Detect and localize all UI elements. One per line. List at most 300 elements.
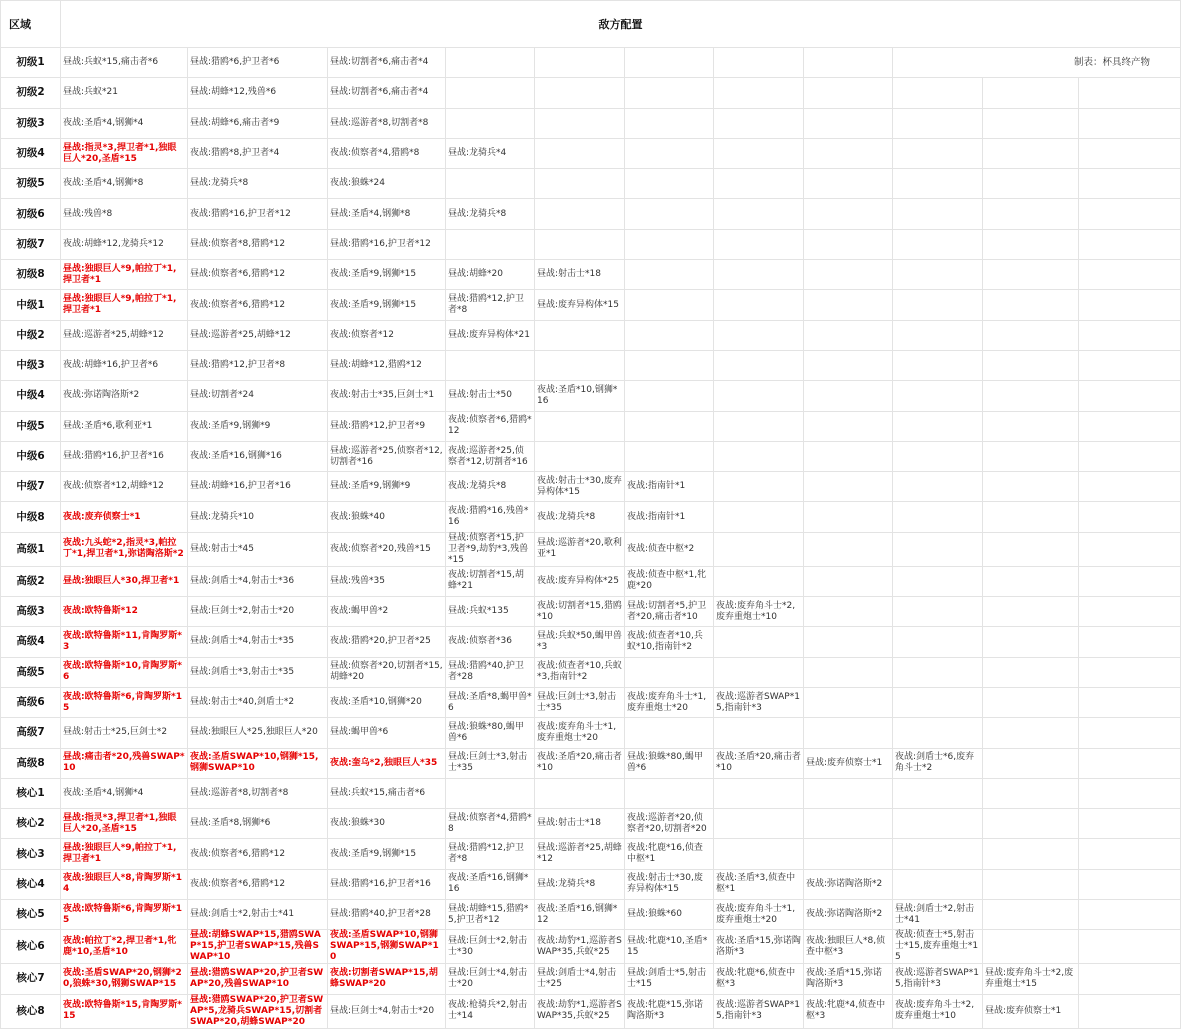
enemy-cell: 昼战:猎鸥*12,护卫者*8 bbox=[446, 839, 535, 869]
empty-cell bbox=[1079, 718, 1181, 748]
enemy-cell: 昼战:猎鸥*12,护卫者*8 bbox=[446, 290, 535, 320]
zone-label: 初级5 bbox=[1, 169, 61, 199]
table-row bbox=[1, 657, 1181, 687]
table-row bbox=[1, 597, 1181, 627]
empty-cell bbox=[983, 320, 1079, 350]
enemy-cell: 夜战:侦察者*12,胡蜂*12 bbox=[61, 472, 188, 502]
zone-label: 初级6 bbox=[1, 199, 61, 229]
empty-cell bbox=[804, 532, 893, 566]
empty-cell bbox=[714, 78, 804, 108]
enemy-cell: 昼战:兵蚁*15,痛击者*6 bbox=[328, 778, 446, 808]
enemy-cell: 昼战:兵蚁*15,痛击者*6 bbox=[61, 48, 188, 78]
empty-cell bbox=[804, 627, 893, 657]
enemy-cell: 昼战:射击士*40,剑盾士*2 bbox=[188, 687, 328, 717]
enemy-cell: 夜战:侦查士*5,射击士*15,废弃重炮士*15 bbox=[893, 930, 983, 964]
empty-cell bbox=[983, 687, 1079, 717]
enemy-cell: 昼战:切割者*5,护卫者*20,痛击者*10 bbox=[625, 597, 714, 627]
enemy-cell: 昼战:巡游者*8,切割者*8 bbox=[188, 778, 328, 808]
empty-cell bbox=[804, 381, 893, 411]
empty-cell bbox=[714, 350, 804, 380]
empty-cell bbox=[983, 778, 1079, 808]
zone-label: 高级3 bbox=[1, 597, 61, 627]
empty-cell bbox=[1079, 532, 1181, 566]
enemy-cell: 夜战:射击士*30,废弃异构体*15 bbox=[535, 472, 625, 502]
enemy-cell: 夜战:侦察者*6,猎鸥*12 bbox=[188, 839, 328, 869]
empty-cell bbox=[1079, 472, 1181, 502]
empty-cell bbox=[893, 138, 983, 168]
enemy-cell: 昼战:剑盾士*5,射击士*15 bbox=[625, 964, 714, 994]
enemy-cell: 夜战:侦察者*4,猎鸥*8 bbox=[328, 138, 446, 168]
enemy-cell: 夜战:指南针*1 bbox=[625, 502, 714, 532]
empty-cell bbox=[893, 350, 983, 380]
empty-cell bbox=[983, 748, 1079, 778]
empty-cell bbox=[893, 532, 983, 566]
enemy-cell: 夜战:弥诺陶洛斯*2 bbox=[804, 900, 893, 930]
enemy-cell: 夜战:欧特鲁斯*15,肯陶罗斯*15 bbox=[61, 994, 188, 1028]
empty-cell bbox=[535, 350, 625, 380]
empty-cell bbox=[893, 472, 983, 502]
enemy-cell: 昼战:独眼巨人*9,帕拉丁*1,捍卫者*1 bbox=[61, 260, 188, 290]
enemy-cell: 夜战:侦察者*6,猎鸥*12 bbox=[188, 290, 328, 320]
empty-cell bbox=[714, 199, 804, 229]
zone-label: 初级7 bbox=[1, 229, 61, 259]
empty-cell bbox=[1079, 381, 1181, 411]
empty-cell bbox=[893, 169, 983, 199]
enemy-cell: 昼战:指灵*3,捍卫者*1,独眼巨人*20,圣盾*15 bbox=[61, 809, 188, 839]
enemy-cell: 夜战:圣盾*4,钢狮*4 bbox=[61, 108, 188, 138]
table-row bbox=[1, 411, 1181, 441]
enemy-cell: 昼战:圣盾*6,歌利亚*1 bbox=[61, 411, 188, 441]
table-row bbox=[1, 964, 1181, 994]
table-row bbox=[1, 778, 1181, 808]
enemy-cell: 夜战:侦查者*10,兵蚁*3,指南针*2 bbox=[535, 657, 625, 687]
enemy-cell: 昼战:巡游者*25,胡蜂*12 bbox=[535, 839, 625, 869]
enemy-cell: 夜战:圣盾SWAP*10,钢狮*15,钢狮SWAP*10 bbox=[188, 748, 328, 778]
empty-cell bbox=[1079, 597, 1181, 627]
empty-cell bbox=[804, 199, 893, 229]
enemy-cell: 昼战:猎鸥SWAP*20,护卫者SWAP*20,残兽SWAP*10 bbox=[188, 964, 328, 994]
zone-label: 高级5 bbox=[1, 657, 61, 687]
empty-cell bbox=[804, 441, 893, 471]
enemy-cell: 夜战:圣盾SWAP*10,钢狮SWAP*15,钢狮SWAP*10 bbox=[328, 930, 446, 964]
empty-cell bbox=[893, 290, 983, 320]
zone-label: 中级3 bbox=[1, 350, 61, 380]
enemy-cell: 夜战:侦察者*6,猎鸥*12 bbox=[446, 411, 535, 441]
empty-cell bbox=[804, 472, 893, 502]
empty-cell bbox=[804, 290, 893, 320]
enemy-cell: 夜战:圣盾*3,侦查中枢*1 bbox=[714, 869, 804, 899]
empty-cell bbox=[983, 532, 1079, 566]
table-row bbox=[1, 687, 1181, 717]
empty-cell bbox=[625, 718, 714, 748]
empty-cell bbox=[983, 627, 1079, 657]
enemy-cell: 夜战:切割者*15,猎鸥*10 bbox=[535, 597, 625, 627]
table-row bbox=[1, 869, 1181, 899]
table-row bbox=[1, 199, 1181, 229]
enemy-cell: 昼战:圣盾*8,蝎甲兽*6 bbox=[446, 687, 535, 717]
enemy-cell: 夜战:圣盾*4,钢狮*4 bbox=[61, 778, 188, 808]
enemy-cell: 昼战:蝎甲兽*6 bbox=[328, 718, 446, 748]
empty-cell bbox=[714, 627, 804, 657]
enemy-cell: 昼战:胡蜂*12,猎鸥*12 bbox=[328, 350, 446, 380]
enemy-cell: 昼战:废弃异构体*15 bbox=[535, 290, 625, 320]
enemy-cell: 夜战:猎鸥*20,护卫者*25 bbox=[328, 627, 446, 657]
empty-cell bbox=[625, 199, 714, 229]
enemy-cell: 昼战:兵蚁*50,蝎甲兽*3 bbox=[535, 627, 625, 657]
table-row bbox=[1, 78, 1181, 108]
enemy-cell: 昼战:龙骑兵*8 bbox=[535, 869, 625, 899]
table-row bbox=[1, 441, 1181, 471]
zone-label: 核心5 bbox=[1, 900, 61, 930]
empty-cell bbox=[983, 566, 1079, 596]
enemy-cell: 夜战:切割者*15,胡蜂*21 bbox=[446, 566, 535, 596]
enemy-cell: 夜战:弥诺陶洛斯*2 bbox=[804, 869, 893, 899]
empty-cell bbox=[446, 108, 535, 138]
enemy-cell: 夜战:废弃角斗士*2,废弃重炮士*10 bbox=[714, 597, 804, 627]
zone-label: 中级7 bbox=[1, 472, 61, 502]
enemy-cell: 昼战:龙骑兵*10 bbox=[188, 502, 328, 532]
empty-cell bbox=[714, 320, 804, 350]
enemy-cell: 夜战:枪骑兵*2,射击士*14 bbox=[446, 994, 535, 1028]
empty-cell bbox=[983, 718, 1079, 748]
zone-label: 核心8 bbox=[1, 994, 61, 1028]
empty-cell bbox=[714, 138, 804, 168]
enemy-cell: 昼战:侦察者*20,切割者*15,胡蜂*20 bbox=[328, 657, 446, 687]
table-row bbox=[1, 900, 1181, 930]
enemy-cell: 夜战:废弃角斗士*1,废弃重炮士*20 bbox=[535, 718, 625, 748]
enemy-cell: 夜战:侦察者*36 bbox=[446, 627, 535, 657]
empty-cell bbox=[893, 718, 983, 748]
enemy-cell: 夜战:猎鸥*16,残兽*16 bbox=[446, 502, 535, 532]
enemy-cell: 夜战:侦查中枢*2 bbox=[625, 532, 714, 566]
enemy-cell: 昼战:射击士*18 bbox=[535, 260, 625, 290]
empty-cell bbox=[983, 411, 1079, 441]
enemy-cell: 夜战:剑盾士*6,废弃角斗士*2 bbox=[893, 748, 983, 778]
empty-cell bbox=[625, 138, 714, 168]
empty-cell bbox=[804, 108, 893, 138]
enemy-cell: 昼战:巨剑士*2,射击士*20 bbox=[188, 597, 328, 627]
enemy-cell: 夜战:牝鹿*15,弥诺陶洛斯*3 bbox=[625, 994, 714, 1028]
empty-cell bbox=[1079, 627, 1181, 657]
empty-cell bbox=[446, 48, 535, 78]
enemy-cell: 夜战:蝎甲兽*2 bbox=[328, 597, 446, 627]
empty-cell bbox=[1079, 657, 1181, 687]
enemy-cell: 夜战:牝鹿*4,侦查中枢*3 bbox=[804, 994, 893, 1028]
enemy-cell: 夜战:废弃角斗士*1,废弃重炮士*20 bbox=[625, 687, 714, 717]
enemy-cell: 昼战:胡蜂*6,痛击者*9 bbox=[188, 108, 328, 138]
enemy-cell: 夜战:牝鹿*6,侦查中枢*3 bbox=[714, 964, 804, 994]
enemy-cell: 昼战:猎鸥*12,护卫者*9 bbox=[328, 411, 446, 441]
empty-cell bbox=[625, 657, 714, 687]
enemy-cell: 昼战:猎鸥*6,护卫者*6 bbox=[188, 48, 328, 78]
zone-label: 核心4 bbox=[1, 869, 61, 899]
enemy-cell: 昼战:剑盾士*4,射击士*25 bbox=[535, 964, 625, 994]
zone-label: 中级4 bbox=[1, 381, 61, 411]
empty-cell bbox=[804, 78, 893, 108]
empty-cell bbox=[893, 566, 983, 596]
enemy-cell: 昼战:侦察者*4,猎鸥*8 bbox=[446, 809, 535, 839]
table-row bbox=[1, 627, 1181, 657]
empty-cell bbox=[804, 657, 893, 687]
enemy-cell: 夜战:圣盾*15,弥诺陶洛斯*3 bbox=[804, 964, 893, 994]
enemy-cell: 昼战:切割者*6,痛击者*4 bbox=[328, 78, 446, 108]
empty-cell bbox=[983, 78, 1079, 108]
empty-cell bbox=[446, 169, 535, 199]
enemy-cell: 夜战:切割者SWAP*15,胡蜂SWAP*20 bbox=[328, 964, 446, 994]
empty-cell bbox=[804, 809, 893, 839]
enemy-cell: 夜战:狼蛛*24 bbox=[328, 169, 446, 199]
enemy-cell: 昼战:残兽*8 bbox=[61, 199, 188, 229]
empty-cell bbox=[1079, 994, 1181, 1028]
empty-cell bbox=[983, 350, 1079, 380]
enemy-cell: 昼战:兵蚁*135 bbox=[446, 597, 535, 627]
empty-cell bbox=[893, 597, 983, 627]
empty-cell bbox=[893, 411, 983, 441]
enemy-cell: 昼战:射击士*45 bbox=[188, 532, 328, 566]
empty-cell bbox=[714, 411, 804, 441]
empty-cell bbox=[893, 108, 983, 138]
zone-label: 高级8 bbox=[1, 748, 61, 778]
empty-cell bbox=[1079, 900, 1181, 930]
enemy-cell: 昼战:巡游者*25,胡蜂*12 bbox=[61, 320, 188, 350]
table-row bbox=[1, 260, 1181, 290]
empty-cell bbox=[983, 260, 1079, 290]
table-row bbox=[1, 290, 1181, 320]
empty-cell bbox=[535, 199, 625, 229]
empty-cell bbox=[893, 839, 983, 869]
empty-cell bbox=[804, 320, 893, 350]
empty-cell bbox=[714, 566, 804, 596]
enemy-cell: 昼战:切割者*24 bbox=[188, 381, 328, 411]
enemy-cell: 昼战:胡蜂*12,残兽*6 bbox=[188, 78, 328, 108]
zone-label: 中级5 bbox=[1, 411, 61, 441]
enemy-cell: 夜战:独眼巨人*8,肯陶罗斯*14 bbox=[61, 869, 188, 899]
enemy-cell: 夜战:圣盾*9,钢狮*9 bbox=[188, 411, 328, 441]
zone-label: 核心6 bbox=[1, 930, 61, 964]
enemy-cell: 昼战:龙骑兵*8 bbox=[446, 199, 535, 229]
enemy-cell: 夜战:猎鸥*16,护卫者*12 bbox=[188, 199, 328, 229]
enemy-cell: 昼战:猎鸥SWAP*20,护卫者SWAP*5,龙骑兵SWAP*15,切割者SWAP*20,胡蜂SWAP*20 bbox=[188, 994, 328, 1028]
empty-cell bbox=[893, 627, 983, 657]
empty-cell bbox=[983, 809, 1079, 839]
enemy-cell: 夜战:狼蛛*40 bbox=[328, 502, 446, 532]
enemy-cell: 昼战:独眼巨人*25,独眼巨人*20 bbox=[188, 718, 328, 748]
enemy-cell: 昼战:痛击者*20,残兽SWAP*10 bbox=[61, 748, 188, 778]
zone-label: 高级7 bbox=[1, 718, 61, 748]
zone-label: 高级4 bbox=[1, 627, 61, 657]
table-row bbox=[1, 748, 1181, 778]
enemy-cell: 昼战:猎鸥*16,护卫者*16 bbox=[61, 441, 188, 471]
empty-cell bbox=[804, 718, 893, 748]
enemy-cell: 昼战:剑盾士*4,射击士*35 bbox=[188, 627, 328, 657]
empty-cell bbox=[804, 229, 893, 259]
enemy-cell: 昼战:独眼巨人*9,帕拉丁*1,捍卫者*1 bbox=[61, 290, 188, 320]
empty-cell bbox=[804, 169, 893, 199]
empty-cell bbox=[1079, 441, 1181, 471]
enemy-cell: 夜战:欧特鲁斯*11,肯陶罗斯*3 bbox=[61, 627, 188, 657]
enemy-cell: 昼战:胡蜂*20 bbox=[446, 260, 535, 290]
enemy-cell: 昼战:指灵*3,捍卫者*1,独眼巨人*20,圣盾*15 bbox=[61, 138, 188, 168]
table-row bbox=[1, 229, 1181, 259]
empty-cell bbox=[1079, 930, 1181, 964]
enemy-cell: 昼战:牝鹿*10,圣盾*15 bbox=[625, 930, 714, 964]
table-row bbox=[1, 381, 1181, 411]
table-row bbox=[1, 839, 1181, 869]
empty-cell bbox=[893, 381, 983, 411]
enemy-cell: 夜战:龙骑兵*8 bbox=[535, 502, 625, 532]
empty-cell bbox=[893, 260, 983, 290]
enemy-cell: 昼战:剑盾士*3,射击士*35 bbox=[188, 657, 328, 687]
enemy-cell: 夜战:侦查者*10,兵蚁*10,指南针*2 bbox=[625, 627, 714, 657]
empty-cell bbox=[714, 657, 804, 687]
empty-cell bbox=[446, 78, 535, 108]
table-row bbox=[1, 320, 1181, 350]
enemy-cell: 昼战:侦察者*6,猎鸥*12 bbox=[188, 260, 328, 290]
empty-cell bbox=[1079, 350, 1181, 380]
enemy-cell: 昼战:狼蛛*80,蝎甲兽*6 bbox=[446, 718, 535, 748]
table-row bbox=[1, 718, 1181, 748]
enemy-cell: 夜战:侦察者*20,残兽*15 bbox=[328, 532, 446, 566]
empty-cell bbox=[983, 930, 1079, 964]
table-row bbox=[1, 350, 1181, 380]
enemy-cell: 昼战:巨剑士*3,射击士*35 bbox=[535, 687, 625, 717]
enemy-cell: 夜战:废弃角斗士*1,废弃重炮士*20 bbox=[714, 900, 804, 930]
empty-cell bbox=[625, 778, 714, 808]
zone-label: 中级8 bbox=[1, 502, 61, 532]
zone-label: 高级6 bbox=[1, 687, 61, 717]
empty-cell bbox=[983, 229, 1079, 259]
enemy-cell: 夜战:圣盾*16,钢狮*16 bbox=[446, 869, 535, 899]
empty-cell bbox=[983, 381, 1079, 411]
enemy-cell: 夜战:欧特鲁斯*6,肯陶罗斯*15 bbox=[61, 687, 188, 717]
empty-cell bbox=[893, 869, 983, 899]
empty-cell bbox=[535, 48, 625, 78]
enemy-cell: 夜战:欧特鲁斯*10,肯陶罗斯*6 bbox=[61, 657, 188, 687]
empty-cell bbox=[983, 839, 1079, 869]
empty-cell bbox=[1079, 108, 1181, 138]
enemy-cell: 昼战:巨剑士*3,射击士*35 bbox=[446, 748, 535, 778]
empty-cell bbox=[1079, 320, 1181, 350]
enemy-cell: 夜战:巡游者SWAP*15,指南针*3 bbox=[893, 964, 983, 994]
empty-cell bbox=[625, 48, 714, 78]
enemy-cell: 夜战:圣盾*9,钢狮*15 bbox=[328, 290, 446, 320]
enemy-cell: 夜战:巡游者*25,侦察者*12,切割者*16 bbox=[446, 441, 535, 471]
enemy-cell: 夜战:九头蛇*2,指灵*3,帕拉丁*1,捍卫者*1,弥诺陶洛斯*2 bbox=[61, 532, 188, 566]
empty-cell bbox=[535, 138, 625, 168]
empty-cell bbox=[714, 778, 804, 808]
enemy-cell: 夜战:圣盾*20,痛击者*10 bbox=[714, 748, 804, 778]
empty-cell bbox=[535, 229, 625, 259]
enemy-cell: 昼战:侦察者*15,护卫者*9,劫豹*3,残兽*15 bbox=[446, 532, 535, 566]
enemy-cell: 夜战:圣盾*10,钢狮*16 bbox=[535, 381, 625, 411]
empty-cell bbox=[804, 502, 893, 532]
empty-cell bbox=[983, 169, 1079, 199]
table-row bbox=[1, 472, 1181, 502]
empty-cell bbox=[625, 108, 714, 138]
empty-cell bbox=[804, 411, 893, 441]
empty-cell bbox=[535, 320, 625, 350]
zone-label: 核心7 bbox=[1, 964, 61, 994]
enemy-cell: 昼战:废弃侦察士*1 bbox=[804, 748, 893, 778]
enemy-cell: 夜战:废弃角斗士*2,废弃重炮士*10 bbox=[893, 994, 983, 1028]
empty-cell bbox=[714, 718, 804, 748]
enemy-cell: 夜战:巡游者*20,侦察者*20,切割者*20 bbox=[625, 809, 714, 839]
zone-label: 初级4 bbox=[1, 138, 61, 168]
enemy-cell: 夜战:侦察者*6,猎鸥*12 bbox=[188, 869, 328, 899]
empty-cell bbox=[1079, 78, 1181, 108]
enemy-cell: 夜战:侦察者*12 bbox=[328, 320, 446, 350]
zone-label: 高级2 bbox=[1, 566, 61, 596]
enemy-cell: 夜战:劫豹*1,巡游者SWAP*35,兵蚁*25 bbox=[535, 994, 625, 1028]
empty-cell bbox=[535, 441, 625, 471]
empty-cell bbox=[983, 108, 1079, 138]
header-row bbox=[1, 1, 1181, 48]
zone-label: 中级1 bbox=[1, 290, 61, 320]
empty-cell bbox=[893, 441, 983, 471]
enemy-cell: 夜战:指南针*1 bbox=[625, 472, 714, 502]
empty-cell bbox=[1079, 778, 1181, 808]
enemy-cell: 昼战:巡游者*25,侦察者*12,切割者*16 bbox=[328, 441, 446, 471]
enemy-cell: 昼战:残兽*35 bbox=[328, 566, 446, 596]
enemy-cell: 昼战:巡游者*25,胡蜂*12 bbox=[188, 320, 328, 350]
enemy-cell: 夜战:奎乌*2,独眼巨人*35 bbox=[328, 748, 446, 778]
enemy-cell: 夜战:弥诺陶洛斯*2 bbox=[61, 381, 188, 411]
enemy-cell: 昼战:狼蛛*60 bbox=[625, 900, 714, 930]
enemy-cell: 昼战:猎鸥*12,护卫者*8 bbox=[188, 350, 328, 380]
empty-cell bbox=[1079, 748, 1181, 778]
zone-header: 区域 bbox=[1, 1, 61, 48]
empty-cell bbox=[893, 229, 983, 259]
table-row bbox=[1, 48, 1181, 78]
table-row bbox=[1, 994, 1181, 1028]
empty-cell bbox=[446, 778, 535, 808]
empty-cell bbox=[804, 597, 893, 627]
empty-cell bbox=[625, 229, 714, 259]
table-row bbox=[1, 169, 1181, 199]
table-row bbox=[1, 502, 1181, 532]
enemy-cell: 夜战:圣盾*10,钢狮*20 bbox=[328, 687, 446, 717]
enemy-cell: 昼战:圣盾*4,钢狮*8 bbox=[328, 199, 446, 229]
enemy-cell: 昼战:剑盾士*2,射击士*41 bbox=[893, 900, 983, 930]
empty-cell bbox=[1079, 502, 1181, 532]
config-header: 敌方配置 bbox=[61, 1, 1181, 48]
zone-label: 核心2 bbox=[1, 809, 61, 839]
enemy-cell: 夜战:欧特鲁斯*12 bbox=[61, 597, 188, 627]
empty-cell bbox=[714, 229, 804, 259]
empty-cell bbox=[714, 532, 804, 566]
enemy-cell: 夜战:圣盾SWAP*20,钢狮*20,狼蛛*30,钢狮SWAP*15 bbox=[61, 964, 188, 994]
enemy-cell: 昼战:猎鸥*16,护卫者*16 bbox=[328, 869, 446, 899]
credit-note: 制表：杯具终产物 bbox=[893, 48, 1181, 78]
empty-cell bbox=[714, 381, 804, 411]
zone-label: 中级6 bbox=[1, 441, 61, 471]
zone-label: 初级3 bbox=[1, 108, 61, 138]
enemy-cell: 夜战:圣盾*4,钢狮*8 bbox=[61, 169, 188, 199]
empty-cell bbox=[983, 199, 1079, 229]
empty-cell bbox=[1079, 199, 1181, 229]
zone-label: 核心1 bbox=[1, 778, 61, 808]
empty-cell bbox=[714, 169, 804, 199]
enemy-cell: 昼战:侦察者*8,猎鸥*12 bbox=[188, 229, 328, 259]
empty-cell bbox=[1079, 411, 1181, 441]
enemy-cell: 昼战:胡蜂*16,护卫者*16 bbox=[188, 472, 328, 502]
empty-cell bbox=[535, 169, 625, 199]
zone-label: 核心3 bbox=[1, 839, 61, 869]
enemy-cell: 昼战:猎鸥*40,护卫者*28 bbox=[446, 657, 535, 687]
zone-label: 初级8 bbox=[1, 260, 61, 290]
enemy-cell: 夜战:劫豹*1,巡游者SWAP*35,兵蚁*25 bbox=[535, 930, 625, 964]
empty-cell bbox=[983, 502, 1079, 532]
